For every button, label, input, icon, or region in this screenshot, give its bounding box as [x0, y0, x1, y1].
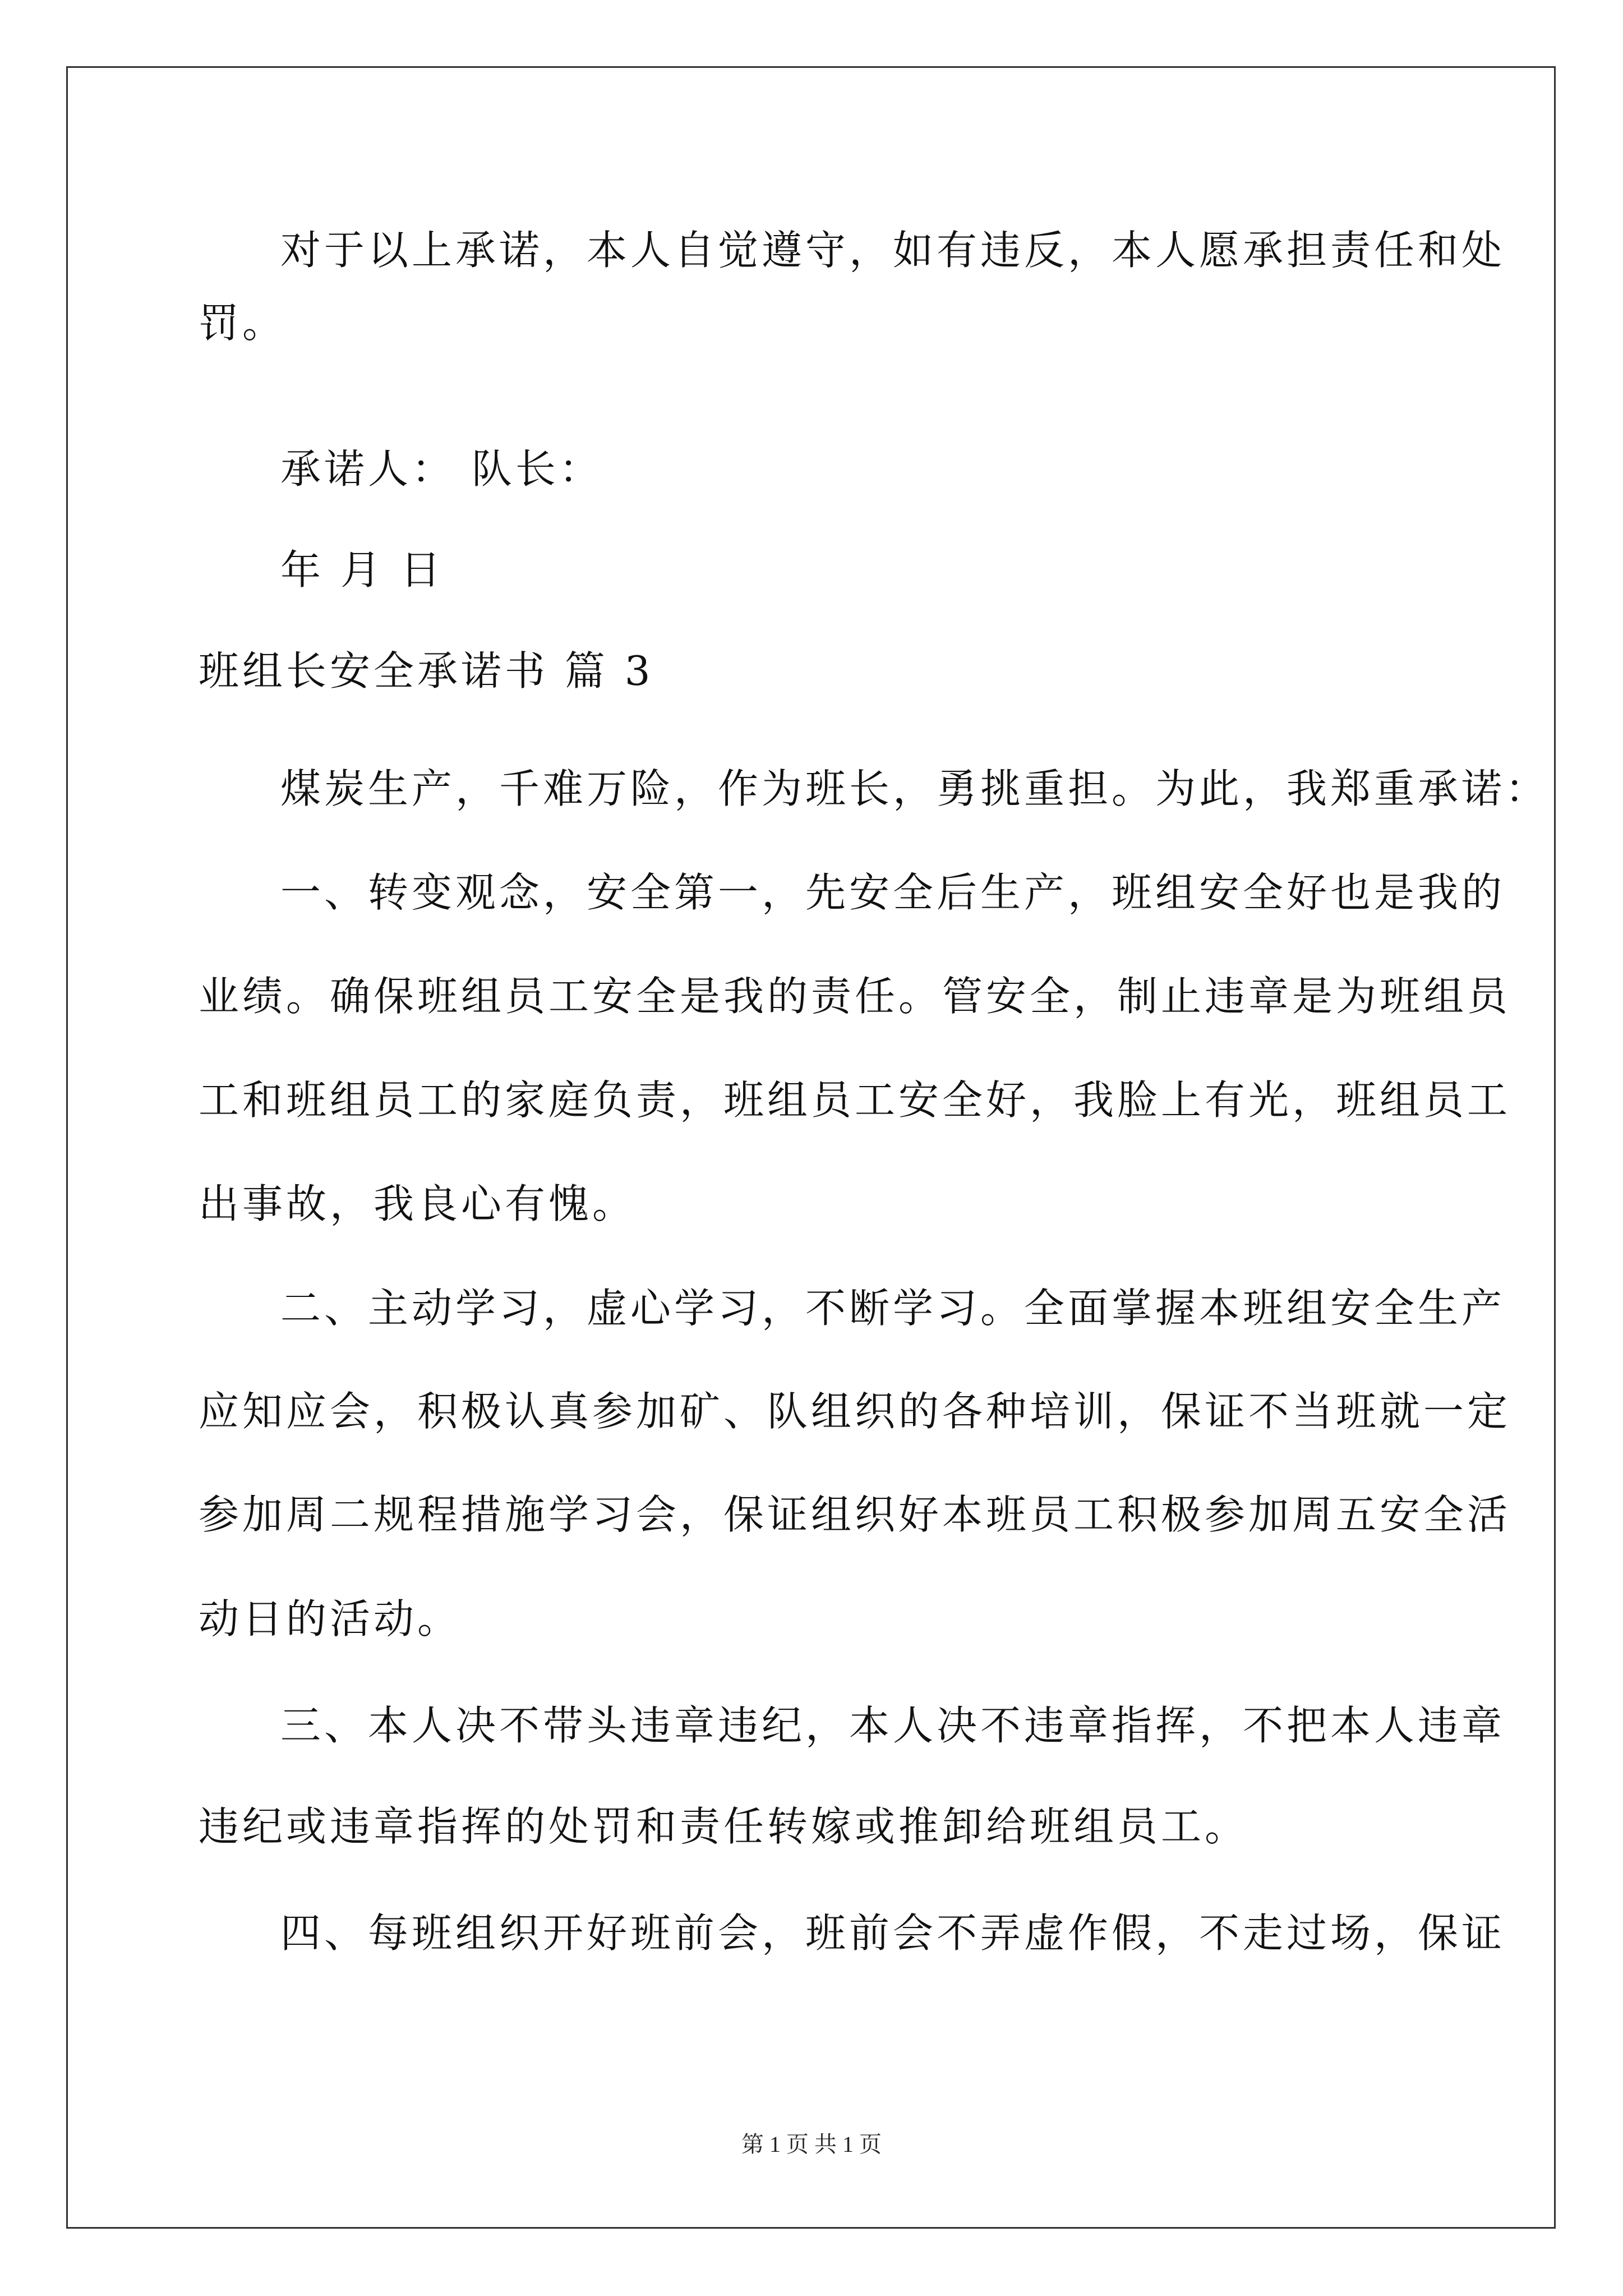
page-footer: 第 1 页 共 1 页 [741, 2132, 882, 2157]
paragraph-line: 违纪或违章指挥的处罚和责任转嫁或推卸给班组员工。 [199, 1803, 1249, 1850]
paragraph-line: 煤炭生产，千难万险，作为班长，勇挑重担。为此，我郑重承诺： [280, 765, 1550, 812]
paragraph-line: 参加周二规程措施学习会，保证组织好本班员工积极参加周五安全活 [199, 1491, 1511, 1538]
section-heading: 班组长安全承诺书 篇 3 [199, 647, 654, 694]
signature-line: 承诺人： 队长： [280, 445, 603, 493]
page-frame [66, 66, 1556, 2229]
date-line: 年 月 日 [280, 546, 444, 593]
paragraph-line: 工和班组员工的家庭负责，班组员工安全好，我脸上有光，班组员工 [199, 1076, 1511, 1124]
paragraph-line: 罚。 [199, 300, 287, 347]
paragraph-line: 对于以上承诺，本人自觉遵守，如有违反，本人愿承担责任和处 [280, 227, 1506, 274]
paragraph-line: 动日的活动。 [199, 1595, 462, 1642]
paragraph-line: 三、本人决不带头违章违纪，本人决不违章指挥，不把本人违章 [280, 1702, 1506, 1749]
paragraph-line: 业绩。确保班组员工安全是我的责任。管安全，制止违章是为班组员 [199, 973, 1511, 1020]
paragraph-line: 一、转变观念，安全第一，先安全后生产，班组安全好也是我的 [280, 869, 1506, 916]
paragraph-line: 二、主动学习，虚心学习，不断学习。全面掌握本班组安全生产 [280, 1285, 1506, 1332]
paragraph-line: 出事故，我良心有愧。 [199, 1180, 637, 1227]
paragraph-line: 应知应会，积极认真参加矿、队组织的各种培训，保证不当班就一定 [199, 1388, 1511, 1435]
paragraph-line: 四、每班组织开好班前会，班前会不弄虚作假，不走过场，保证 [280, 1910, 1506, 1957]
